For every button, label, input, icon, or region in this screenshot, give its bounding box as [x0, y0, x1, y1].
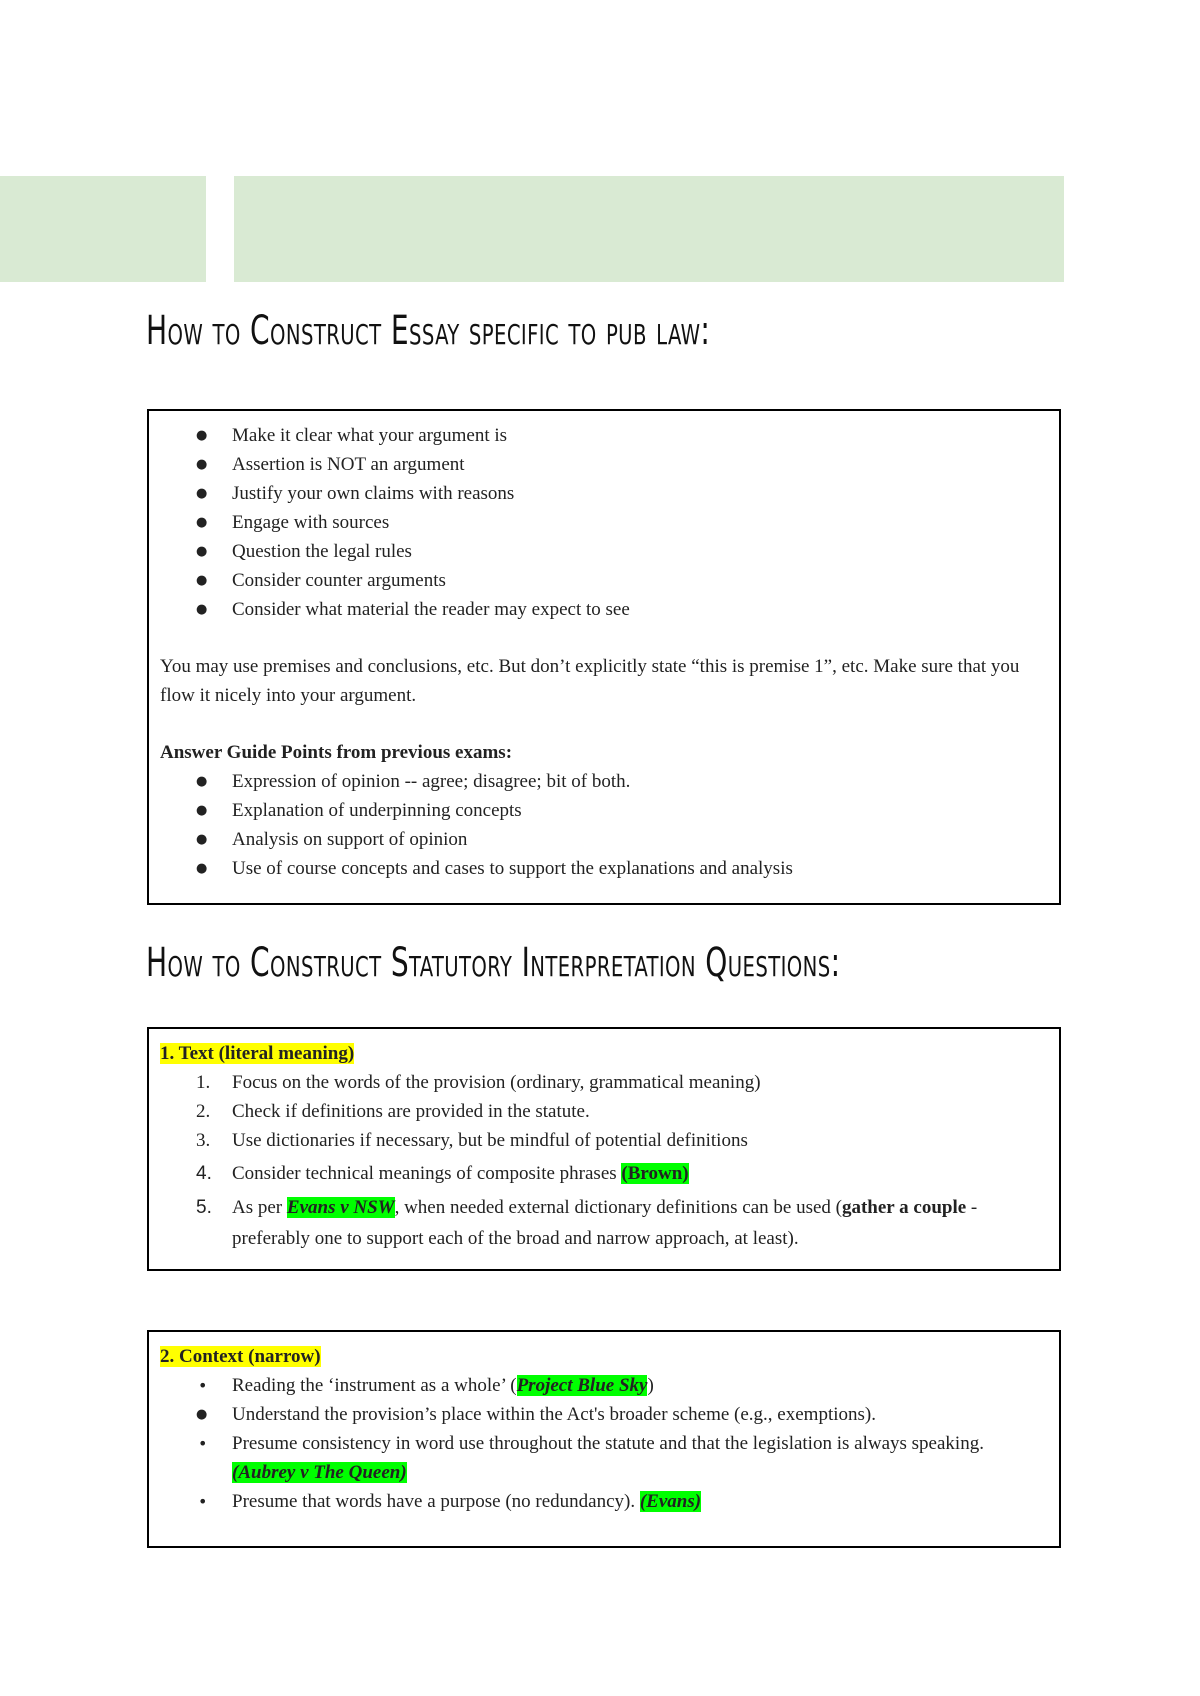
- text-box-title: 1. Text (literal meaning): [160, 1043, 355, 1064]
- case-citation: (Aubrey v The Queen): [232, 1462, 407, 1483]
- essay-tips-list: [160, 421, 1047, 624]
- list-item: ● Consider what material the reader may expect to see: [160, 595, 1047, 624]
- case-citation: Project Blue Sky: [516, 1375, 648, 1396]
- list-item: ● Make it clear what your argument is: [160, 421, 1047, 450]
- list-item: ● Understand the provision’s place within the Act's broader scheme (e.g., exemptions).: [160, 1400, 1047, 1429]
- list-item: ● Engage with sources: [160, 508, 1047, 537]
- header-band-right: [234, 176, 1064, 282]
- list-item: ● Question the legal rules: [160, 537, 1047, 566]
- list-item: ● Explanation of underpinning concepts: [160, 796, 1047, 825]
- list-item: ● Analysis on support of opinion: [160, 825, 1047, 854]
- list-item: 4. Consider technical meanings of composite phrases (Brown): [196, 1163, 689, 1184]
- answer-guide-title: Answer Guide Points from previous exams:: [160, 742, 513, 763]
- statutory-heading: How to Construct Statutory Interpretation Questions:: [146, 940, 841, 986]
- context-narrow-box: [147, 1330, 1061, 1548]
- essay-guidance-box: [147, 409, 1061, 905]
- list-item: 2. Check if definitions are provided in the statute.: [196, 1101, 590, 1122]
- essay-heading: How to Construct Essay specific to pub law:: [146, 308, 711, 354]
- case-citation: (Evans): [639, 1491, 702, 1512]
- list-item: • Reading the ‘instrument as a whole’ (Project Blue Sky): [160, 1371, 1047, 1400]
- premises-paragraph: You may use premises and conclusions, etc. But don’t explicitly state “this is premise 1”, etc. Make sure that you flow it nicely into your argument.: [160, 656, 1020, 706]
- answer-guide-list: [160, 767, 1047, 883]
- list-item: 5. As per Evans v NSW, when needed external dictionary definitions can be used (gather a couple - preferably one to support each of the broad and narrow approach, at least).: [196, 1197, 978, 1249]
- context-box-title: 2. Context (narrow): [160, 1346, 321, 1367]
- text-steps-list: [160, 1068, 1047, 1254]
- list-item: ● Use of course concepts and cases to support the explanations and analysis: [160, 854, 1047, 883]
- text-literal-box: [147, 1027, 1061, 1271]
- list-item: ● Assertion is NOT an argument: [160, 450, 1047, 479]
- list-item: ● Justify your own claims with reasons: [160, 479, 1047, 508]
- context-steps-list: [160, 1371, 1047, 1516]
- list-item: • Presume that words have a purpose (no redundancy). (Evans): [160, 1487, 1047, 1516]
- header-band-left: [0, 176, 206, 282]
- list-item: ● Expression of opinion -- agree; disagree; bit of both.: [160, 767, 1047, 796]
- list-item: 1. Focus on the words of the provision (ordinary, grammatical meaning): [196, 1072, 761, 1093]
- list-item: ● Consider counter arguments: [160, 566, 1047, 595]
- case-citation: (Brown): [621, 1163, 689, 1184]
- case-citation: Evans v NSW: [286, 1197, 395, 1218]
- list-item: • Presume consistency in word use throughout the statute and that the legislation is always speaking.(Aubrey v The Queen): [160, 1429, 1047, 1487]
- list-item: 3. Use dictionaries if necessary, but be mindful of potential definitions: [196, 1130, 748, 1151]
